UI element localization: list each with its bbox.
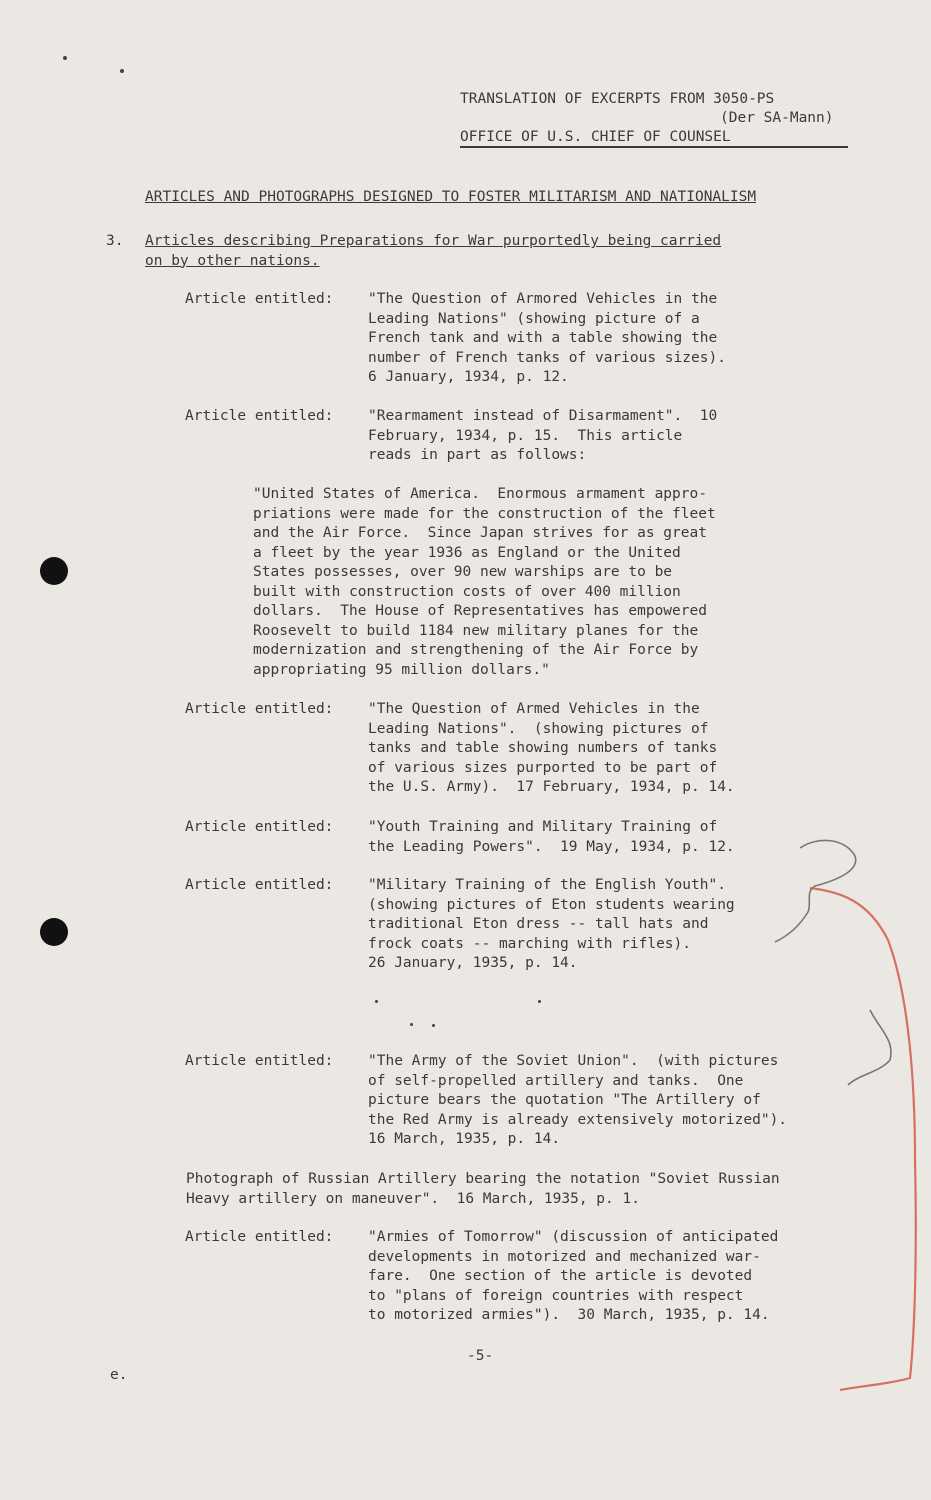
entry-label: Article entitled: — [185, 701, 334, 717]
pencil-bracket-upper — [775, 840, 856, 942]
photograph-entry: Photograph of Russian Artillery bearing the notation "Soviet Russian Heavy artillery on maneuver". 16 March, 1935, p. 1. — [186, 1171, 780, 1207]
entry-text: "The Question of Armored Vehicles in the Leading Nations" (showing picture of a French tank and with a table showing the number of French tanks of various sizes). 6 January, 1934, p. 12. — [368, 291, 726, 385]
pencil-bracket-lower — [848, 1010, 891, 1085]
entry-text: "Youth Training and Military Training of the Leading Powers". 19 May, 1934, p. 12. — [368, 819, 735, 855]
quote-block: "United States of America. Enormous armament appro- priations were made for the construction of the fleet and the Air Force. Since Japan strives for as great a fleet by the year 1936 as England or the United States possesses, over 90 new warships are to be built with construction costs of over 400 million dollars. The House of Representatives has empowered Roosevelt to build 1184 new military planes for the modernization and strengthening of the Air Force by appropriating 95 million dollars." — [253, 486, 716, 678]
entry-label: Article entitled: — [185, 1229, 334, 1245]
header-line-1: TRANSLATION OF EXCERPTS FROM 3050-PS — [460, 91, 775, 107]
entry-label: Article entitled: — [185, 1053, 334, 1069]
entry-text: "Rearmament instead of Disarmament". 10 February, 1934, p. 15. This article reads in part as follows: — [368, 408, 718, 463]
entry-text: "Armies of Tomorrow" (discussion of anticipated developments in motorized and mechanized war- fare. One section of the article is devoted to "plans of foreign countries with respect to motorized armies"). 30 March, 1935, p. 14. — [368, 1229, 779, 1323]
entry-label: Article entitled: — [185, 877, 334, 893]
entry-label: Article entitled: — [185, 408, 334, 424]
item-number: 3. — [106, 233, 124, 249]
entry-text: "Military Training of the English Youth". (showing pictures of Eton students wearing traditional Eton dress -- tall hats and frock coats -- marching with rifles). 26 January, 1935, p. 14. — [368, 877, 735, 971]
corner-mark: e. — [110, 1367, 128, 1383]
header-line-2: (Der SA-Mann) — [720, 110, 834, 126]
red-marker-line — [810, 888, 916, 1390]
entry-label: Article entitled: — [185, 819, 334, 835]
entry-text: "The Army of the Soviet Union". (with pictures of self-propelled artillery and tanks. One picture bears the quotation "The Artillery of the Red Army is already extensively motorized"). 16 March, 1935, p. 14. — [368, 1053, 788, 1147]
entry-label: Article entitled: — [185, 291, 334, 307]
section-title: ARTICLES AND PHOTOGRAPHS DESIGNED TO FOSTER MILITARISM AND NATIONALISM — [145, 189, 757, 205]
page-number: -5- — [467, 1348, 494, 1364]
item-heading: Articles describing Preparations for War purportedly being carried on by other nations. — [145, 233, 722, 269]
office-line: OFFICE OF U.S. CHIEF OF COUNSEL — [460, 129, 731, 145]
entry-text: "The Question of Armed Vehicles in the Leading Nations". (showing pictures of tanks and table showing numbers of tanks of various sizes purported to be part of the U.S. Army). 17 February, 1934, p. 14. — [368, 701, 735, 795]
